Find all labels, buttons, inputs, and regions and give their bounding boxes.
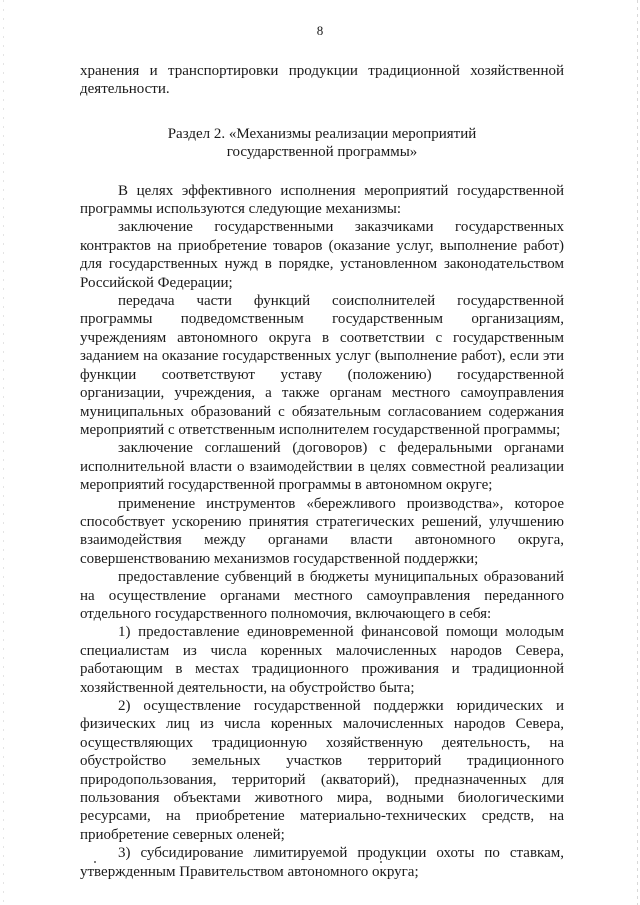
paragraph-subventions: предоставление субвенций в бюджеты муниципальных образований на осуществление органами местного самоуправления переданного отдельного государственного полномочия, включающего в себя: xyxy=(80,569,564,622)
scan-speck xyxy=(380,861,382,863)
scan-edge-right xyxy=(637,0,638,905)
paragraph-item-3: 3) субсидирование лимитируемой продукции охоты по ставкам, утвержденным Правительством автономного округа; xyxy=(80,845,564,880)
paragraph-intro: В целях эффективного исполнения мероприятий государственной программы используются следующие механизмы: xyxy=(80,182,564,218)
document-body xyxy=(80,62,564,881)
paragraph-item-1: 1) предоставление единовременной финансовой помощи молодым специалистам из числа коренных малочисленных народов Севера, работающим в местах традиционного проживания и традиционной хозяйственной деятельности, на обустройство быта; xyxy=(80,624,564,696)
paragraph-agreements: заключение соглашений (договоров) с федеральными органами исполнительной власти о взаимодействии в целях совместной реализации мероприятий государственной программы в автономном округе; xyxy=(80,440,564,494)
paragraph-contracts: заключение государственными заказчиками государственных контрактов на приобретение товаров (оказание услуг, выполнение работ) для государственных нужд в порядке, установленном законодательством Российской Федерации; xyxy=(80,219,564,291)
paragraph-functions-transfer: передача части функций соисполнителей государственной программы подведомственным государственным организациям, учреждениям автономного округа в соответствии с государственным заданием на оказание государственных услуг (выполнение работ), если эти функции соответствуют уставу (положению) государственной организации, учреждения, а также органам местного самоуправления муниципальных образований с обязательным согласованием содержания мероприятий с ответственным исполнителем государственной программы; xyxy=(80,293,564,438)
scan-edge-left xyxy=(3,0,4,905)
page-number: 8 xyxy=(316,23,324,38)
section-title: Раздел 2. «Механизмы реализации мероприятий государственной программы» xyxy=(167,125,477,161)
scan-speck xyxy=(94,861,96,863)
paragraph-lean-production: применение инструментов «бережливого производства», которое способствует ускорению принятия стратегических решений, улучшению взаимодействия между органами власти автономного округа, совершенствованию механизмов государственной поддержки; xyxy=(80,495,564,567)
paragraph-continuation: хранения и транспортировки продукции традиционной хозяйственной деятельности. xyxy=(80,63,564,98)
paragraph-item-2: 2) осуществление государственной поддержки юридических и физических лиц из числа коренных малочисленных народов Севера, осуществляющих традиционную хозяйственную деятельность, на обустройство земельных участков территорий традиционного природопользования, территорий (акваторий), предназначенных для пользования объектами животного мира, водными биологическими ресурсами, на приобретение материально-технических средств, на приобретение северных оленей; xyxy=(80,698,564,843)
